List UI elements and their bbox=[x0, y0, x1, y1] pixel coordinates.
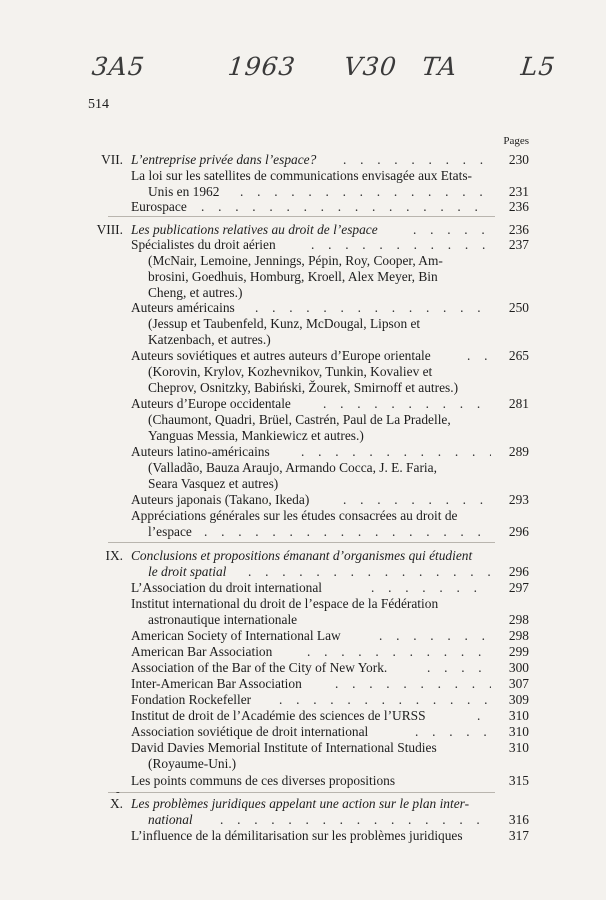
dot-leader bbox=[323, 396, 491, 412]
dot-leader bbox=[301, 444, 491, 460]
handwritten-mark-2: V30 bbox=[342, 52, 399, 81]
dot-leader bbox=[279, 692, 491, 708]
entry-text: David Davies Memorial Institute of International Studies bbox=[131, 740, 437, 755]
entry-text: American Bar Association bbox=[131, 644, 273, 659]
page-ref: 316 bbox=[508, 812, 529, 827]
page-ref: 281 bbox=[508, 396, 529, 411]
entry-text: Spécialistes du droit aérien bbox=[131, 237, 276, 252]
entry-text: l’espace bbox=[148, 524, 192, 539]
pages-column-header: Pages bbox=[503, 135, 529, 147]
handwritten-mark-4: L5 bbox=[519, 52, 558, 81]
page-ref: 310 bbox=[508, 740, 529, 755]
entry-text: Unis en 1962 bbox=[148, 184, 220, 199]
section-divider bbox=[108, 216, 495, 217]
section-title: L’entreprise privée dans l’espace? bbox=[131, 152, 317, 167]
section-title: Les problèmes juridiques appelant une action sur le plan inter- bbox=[131, 796, 470, 811]
entry-text: La loi sur les satellites de communications envisagée aux Etats- bbox=[131, 168, 472, 183]
entry-text: Association of the Bar of the City of New York. bbox=[131, 660, 388, 675]
page-ref: 293 bbox=[508, 492, 529, 507]
section-numeral: VII. bbox=[101, 152, 123, 167]
entry-text: Association soviétique de droit international bbox=[131, 724, 369, 739]
entry-text: Inter-American Bar Association bbox=[131, 676, 302, 691]
dot-leader bbox=[343, 492, 491, 508]
margin-mark: - bbox=[116, 786, 120, 798]
page-ref: 315 bbox=[508, 773, 529, 788]
entry-text: Appréciations générales sur les études consacrées au droit de bbox=[131, 508, 458, 523]
page-ref: 309 bbox=[508, 692, 529, 707]
section-numeral: IX. bbox=[105, 548, 123, 563]
page-ref: 296 bbox=[508, 564, 529, 579]
page-ref: 317 bbox=[508, 828, 529, 843]
dot-leader bbox=[371, 580, 491, 596]
entry-text: Auteurs japonais (Takano, Ikeda) bbox=[131, 492, 310, 507]
dot-leader bbox=[240, 184, 496, 200]
dot-leader bbox=[343, 152, 491, 168]
entry-text: Fondation Rockefeller bbox=[131, 692, 252, 707]
page-ref: 298 bbox=[508, 628, 529, 643]
section-divider bbox=[108, 542, 495, 543]
dot-leader bbox=[307, 644, 491, 660]
section-title: le droit spatial bbox=[148, 564, 227, 579]
handwritten-mark-1: 3A5 bbox=[90, 52, 147, 81]
handwritten-mark-3: TA bbox=[420, 52, 459, 81]
entry-text: Institut de droit de l’Académie des sciences de l’URSS bbox=[131, 708, 426, 723]
entry-text: Auteurs américains bbox=[131, 300, 235, 315]
page-ref: 296 bbox=[508, 524, 529, 539]
section-title: Les publications relatives au droit de l’espace bbox=[131, 222, 378, 237]
section-title: Conclusions et propositions émanant d’organismes qui étudient bbox=[131, 548, 473, 563]
section-divider bbox=[108, 792, 495, 793]
page-ref: 265 bbox=[508, 348, 529, 363]
page-ref: 289 bbox=[508, 444, 529, 459]
entry-text: Institut international du droit de l’espace de la Fédération bbox=[131, 596, 439, 611]
page-ref: 297 bbox=[508, 580, 529, 595]
page-number: 514 bbox=[88, 97, 109, 112]
entry-text: American Society of International Law bbox=[131, 628, 341, 643]
section-numeral: X. bbox=[109, 796, 123, 811]
entry-text: Auteurs latino-américains bbox=[131, 444, 270, 459]
entry-text: Les points communs de ces diverses propositions bbox=[131, 773, 396, 788]
dot-leader bbox=[220, 812, 491, 828]
dot-leader bbox=[204, 524, 491, 540]
dot-leader bbox=[311, 237, 491, 253]
page-ref: 310 bbox=[508, 724, 529, 739]
page-ref: 236 bbox=[508, 222, 529, 237]
page-ref: 230 bbox=[508, 152, 529, 167]
section-title: national bbox=[148, 812, 193, 827]
entry-text: L’influence de la démilitarisation sur les problèmes juridiques bbox=[131, 828, 463, 843]
entry-text: Auteurs soviétiques et autres auteurs d’Europe orientale bbox=[131, 348, 431, 363]
section-numeral: VIII. bbox=[96, 222, 123, 237]
page-ref: 250 bbox=[508, 300, 529, 315]
page-ref: 231 bbox=[508, 184, 529, 199]
entry-text: astronautique internationale bbox=[148, 612, 298, 627]
dot-leader bbox=[255, 300, 491, 316]
dot-leader bbox=[248, 564, 491, 580]
page-ref: 310 bbox=[508, 708, 529, 723]
handwritten-year: 1963 bbox=[226, 52, 298, 81]
page-ref: 298 bbox=[508, 612, 529, 627]
page-ref: 237 bbox=[508, 237, 529, 252]
page-ref: 236 bbox=[508, 199, 529, 214]
entry-text: Auteurs d’Europe occidentale bbox=[131, 396, 291, 411]
entry-text: L’Association du droit international bbox=[131, 580, 323, 595]
entry-text: Eurospace bbox=[131, 199, 187, 214]
page-ref: 300 bbox=[508, 660, 529, 675]
page-ref: 299 bbox=[508, 644, 529, 659]
dot-leader bbox=[201, 199, 491, 215]
page-ref: 307 bbox=[508, 676, 529, 691]
dot-leader bbox=[335, 676, 491, 692]
